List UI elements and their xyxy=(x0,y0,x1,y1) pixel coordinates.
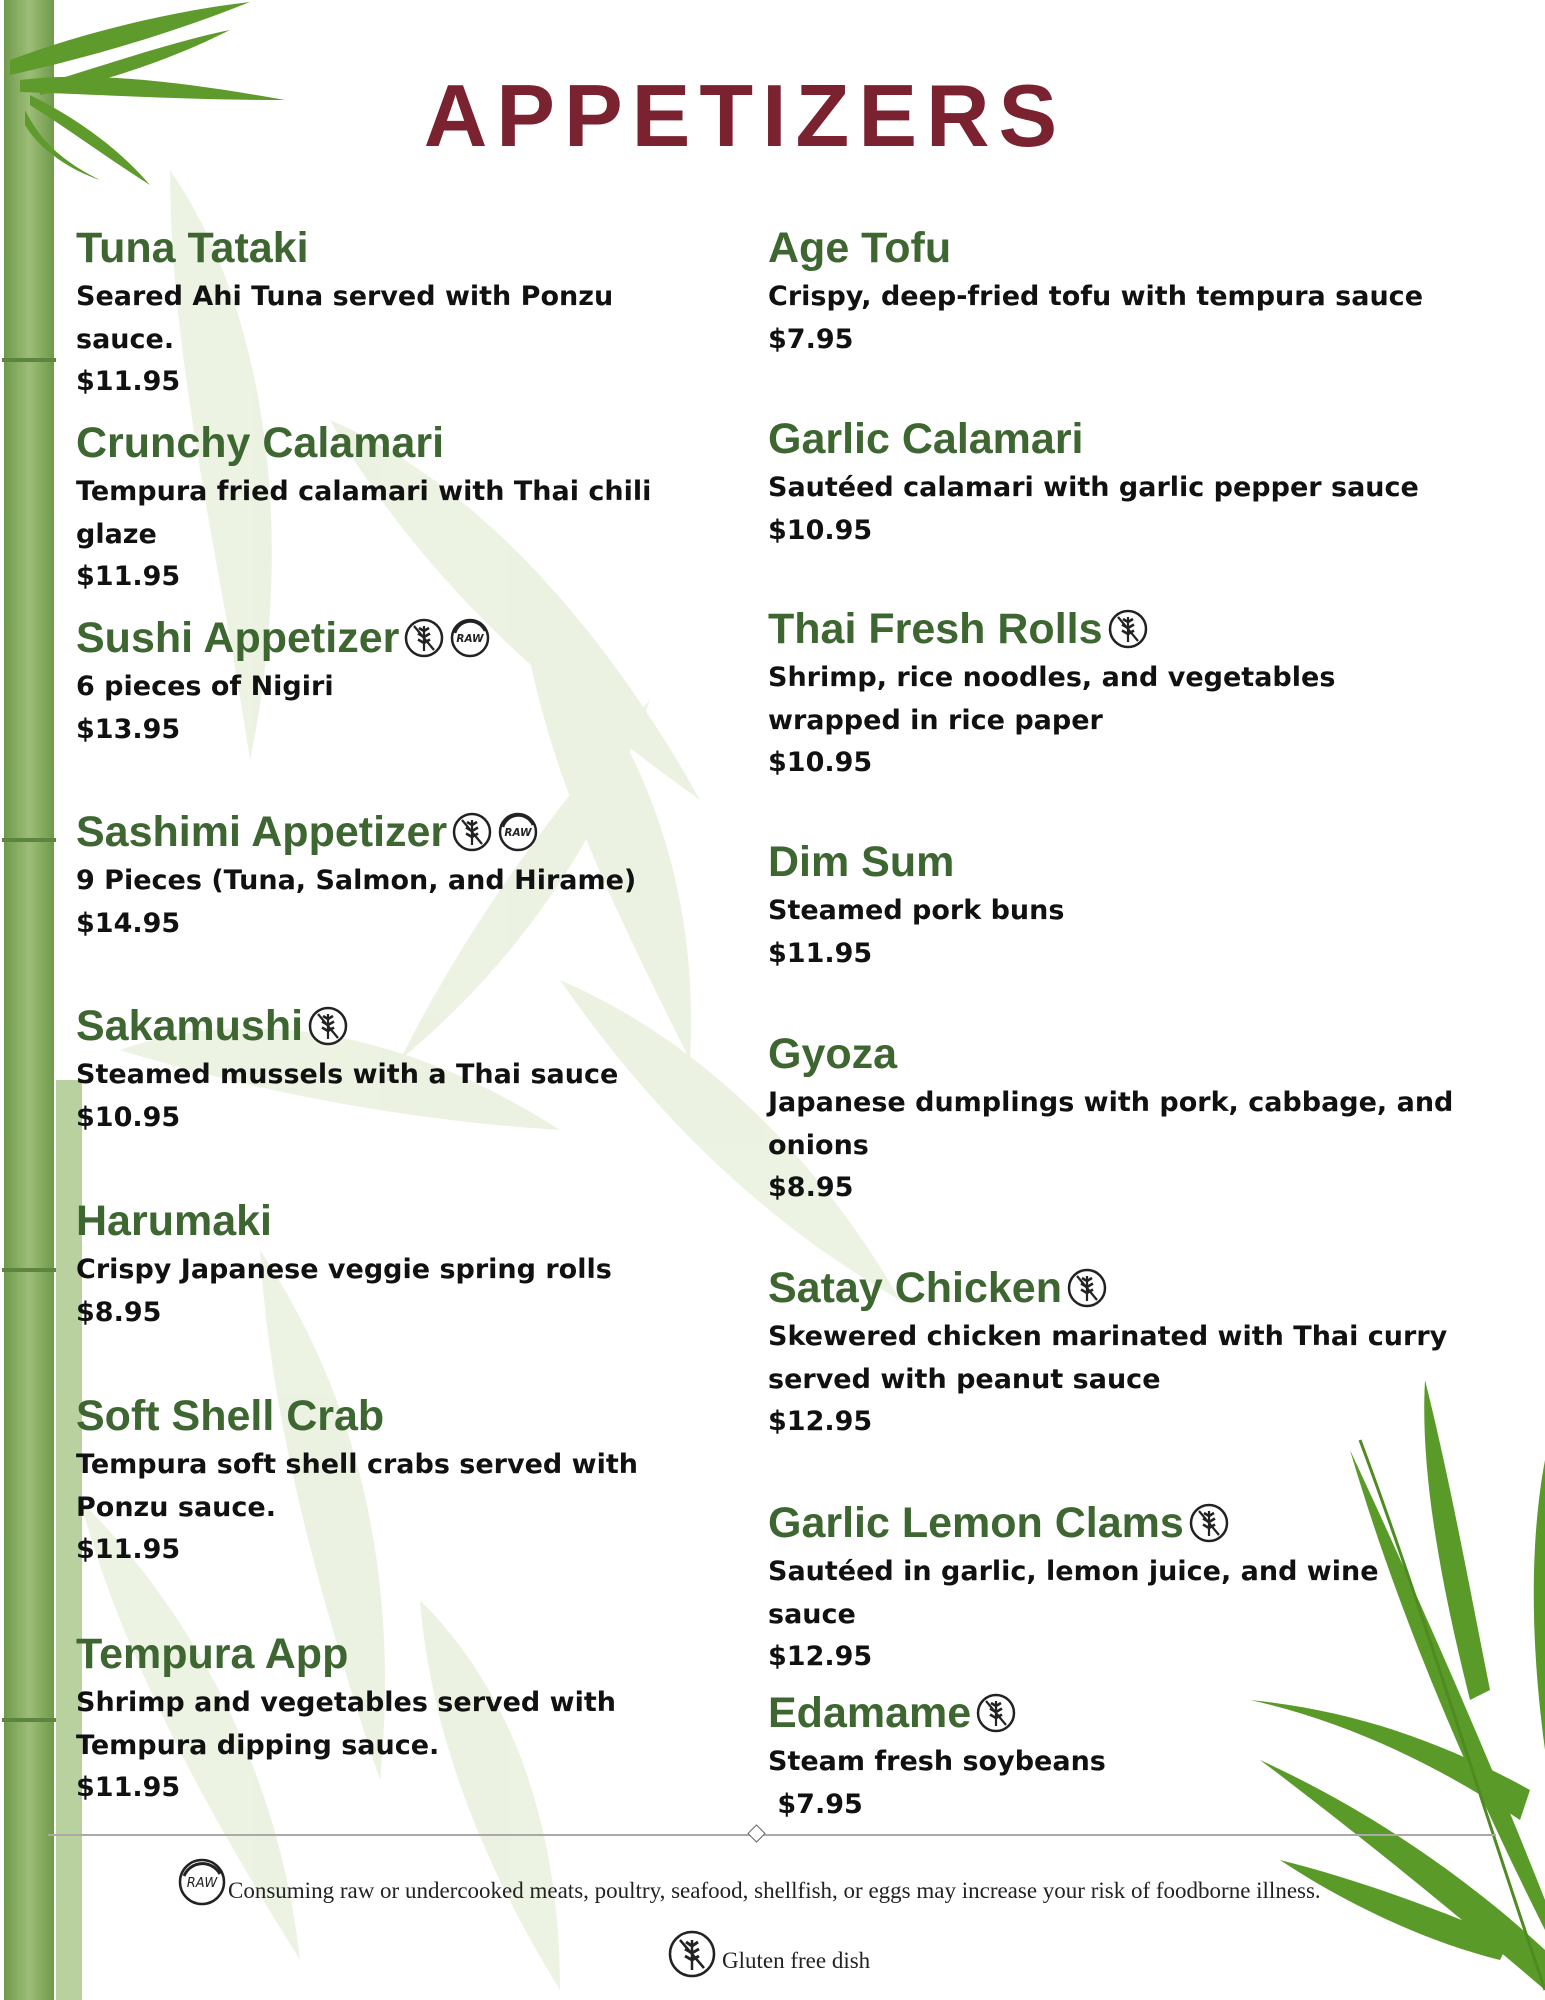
item-price: $11.95 xyxy=(768,937,873,969)
item-name xyxy=(76,612,716,664)
item-name xyxy=(768,836,1468,888)
item-price: $12.95 xyxy=(768,1406,873,1437)
svg-text:RAW: RAW xyxy=(504,827,532,839)
wheat-crossed-icon xyxy=(975,1692,1017,1734)
item-description: Skewered chicken marinated with Thai curry served with peanut sauce xyxy=(768,1321,1448,1395)
menu-item xyxy=(768,1687,1468,1826)
wheat-crossed-icon xyxy=(1188,1502,1230,1544)
menu-item xyxy=(768,1262,1468,1444)
legend-raw-note: Consuming raw or undercooked meats, poultry, seafood, shellfish, or eggs may increase your risk of foodborne illness. xyxy=(228,1878,1321,1903)
raw-stamp-icon xyxy=(497,811,539,853)
item-name xyxy=(768,1497,1468,1549)
legend-raw xyxy=(176,1856,1321,1908)
raw-stamp-icon xyxy=(176,1856,228,1908)
item-description: Japanese dumplings with pork, cabbage, and onions xyxy=(768,1087,1454,1161)
menu-item xyxy=(76,806,716,945)
item-name xyxy=(768,1028,1468,1080)
menu-item xyxy=(768,836,1468,975)
item-description: Shrimp and vegetables served with Tempura dipping sauce. xyxy=(76,1687,616,1761)
item-price: $7.95 xyxy=(768,323,854,355)
wheat-crossed-icon xyxy=(403,617,445,659)
item-name-text: Sakamushi xyxy=(76,1002,304,1050)
item-name xyxy=(76,1390,716,1442)
item-name-text: Soft Shell Crab xyxy=(76,1392,385,1440)
item-name-text: Crunchy Calamari xyxy=(76,419,445,467)
menu-item xyxy=(76,612,716,751)
item-name-text: Garlic Calamari xyxy=(768,415,1084,463)
item-description: Steam fresh soybeans xyxy=(768,1746,1106,1777)
menu-item xyxy=(768,1028,1468,1210)
wheat-crossed-icon xyxy=(1066,1267,1108,1309)
menu-item xyxy=(76,1195,716,1334)
menu-item xyxy=(76,1390,716,1572)
item-price: $11.95 xyxy=(76,1534,181,1565)
item-name xyxy=(768,603,1468,655)
footer-divider xyxy=(48,1834,1496,1836)
svg-text:RAW: RAW xyxy=(456,633,484,645)
menu-item xyxy=(768,222,1468,361)
item-price: $10.95 xyxy=(76,1101,181,1133)
wheat-crossed-icon xyxy=(451,811,493,853)
menu-item xyxy=(768,603,1468,785)
item-description: Sautéed in garlic, lemon juice, and wine sauce xyxy=(768,1556,1379,1630)
item-price: $11.95 xyxy=(76,1772,181,1803)
item-description: Crispy Japanese veggie spring rolls xyxy=(76,1254,612,1285)
item-description: Steamed mussels with a Thai sauce xyxy=(76,1059,619,1090)
item-name xyxy=(76,222,716,274)
item-name-text: Sushi Appetizer xyxy=(76,614,400,662)
item-name-text: Sashimi Appetizer xyxy=(76,808,448,856)
page-title: APPETIZERS xyxy=(423,66,1067,165)
item-price: $10.95 xyxy=(768,747,873,778)
item-description: 9 Pieces (Tuna, Salmon, and Hirame) xyxy=(76,865,637,896)
item-name xyxy=(768,1262,1468,1314)
wheat-crossed-icon xyxy=(307,1005,349,1047)
item-name-text: Tuna Tataki xyxy=(76,224,309,272)
item-name xyxy=(76,1000,716,1052)
menu-item xyxy=(768,1497,1468,1679)
item-name-text: Harumaki xyxy=(76,1197,272,1245)
item-name-text: Thai Fresh Rolls xyxy=(768,605,1103,653)
item-name-text: Tempura App xyxy=(76,1630,349,1678)
item-description: Tempura soft shell crabs served with Ponzu sauce. xyxy=(76,1449,638,1523)
item-description: Tempura fried calamari with Thai chili glaze xyxy=(76,476,652,550)
item-description: Seared Ahi Tuna served with Ponzu sauce. xyxy=(76,281,614,355)
divider-diamond xyxy=(747,1824,765,1842)
item-price: $12.95 xyxy=(768,1641,873,1672)
item-description: Shrimp, rice noodles, and vegetables wrapped in rice paper xyxy=(768,662,1336,736)
raw-stamp-icon xyxy=(449,617,491,659)
menu-item xyxy=(76,417,716,599)
item-name xyxy=(768,413,1468,465)
item-name xyxy=(76,417,716,469)
legend-gluten-free-note: Gluten free dish xyxy=(722,1948,871,1973)
item-price: $13.95 xyxy=(76,713,181,745)
menu-item xyxy=(76,222,716,404)
item-price: $8.95 xyxy=(76,1296,162,1328)
item-price: $8.95 xyxy=(768,1172,854,1203)
item-name-text: Gyoza xyxy=(768,1030,898,1078)
item-price: $14.95 xyxy=(76,907,181,939)
item-price: $10.95 xyxy=(768,514,873,546)
item-description: 6 pieces of Nigiri xyxy=(76,671,334,702)
menu-item xyxy=(76,1000,716,1139)
item-name xyxy=(76,1628,716,1680)
item-price: $11.95 xyxy=(76,561,181,592)
item-name-text: Satay Chicken xyxy=(768,1264,1062,1312)
item-name-text: Edamame xyxy=(768,1689,972,1737)
item-name xyxy=(76,1195,716,1247)
item-name-text: Dim Sum xyxy=(768,838,955,886)
menu-item xyxy=(768,413,1468,552)
item-description: Sautéed calamari with garlic pepper sauce xyxy=(768,472,1419,503)
item-description: Crispy, deep-fried tofu with tempura sauce xyxy=(768,281,1424,312)
legend-gluten-free xyxy=(666,1928,870,1980)
raw-badge-text: RAW xyxy=(186,1876,218,1891)
wheat-crossed-icon xyxy=(1107,608,1149,650)
item-price: $7.95 xyxy=(768,1788,863,1820)
item-name-text: Age Tofu xyxy=(768,224,952,272)
item-name xyxy=(768,222,1468,274)
item-description: Steamed pork buns xyxy=(768,895,1065,926)
menu-item xyxy=(76,1628,716,1810)
item-name-text: Garlic Lemon Clams xyxy=(768,1499,1184,1547)
item-price: $11.95 xyxy=(76,366,181,397)
wheat-crossed-icon xyxy=(666,1928,718,1980)
item-name xyxy=(768,1687,1468,1739)
item-name xyxy=(76,806,716,858)
